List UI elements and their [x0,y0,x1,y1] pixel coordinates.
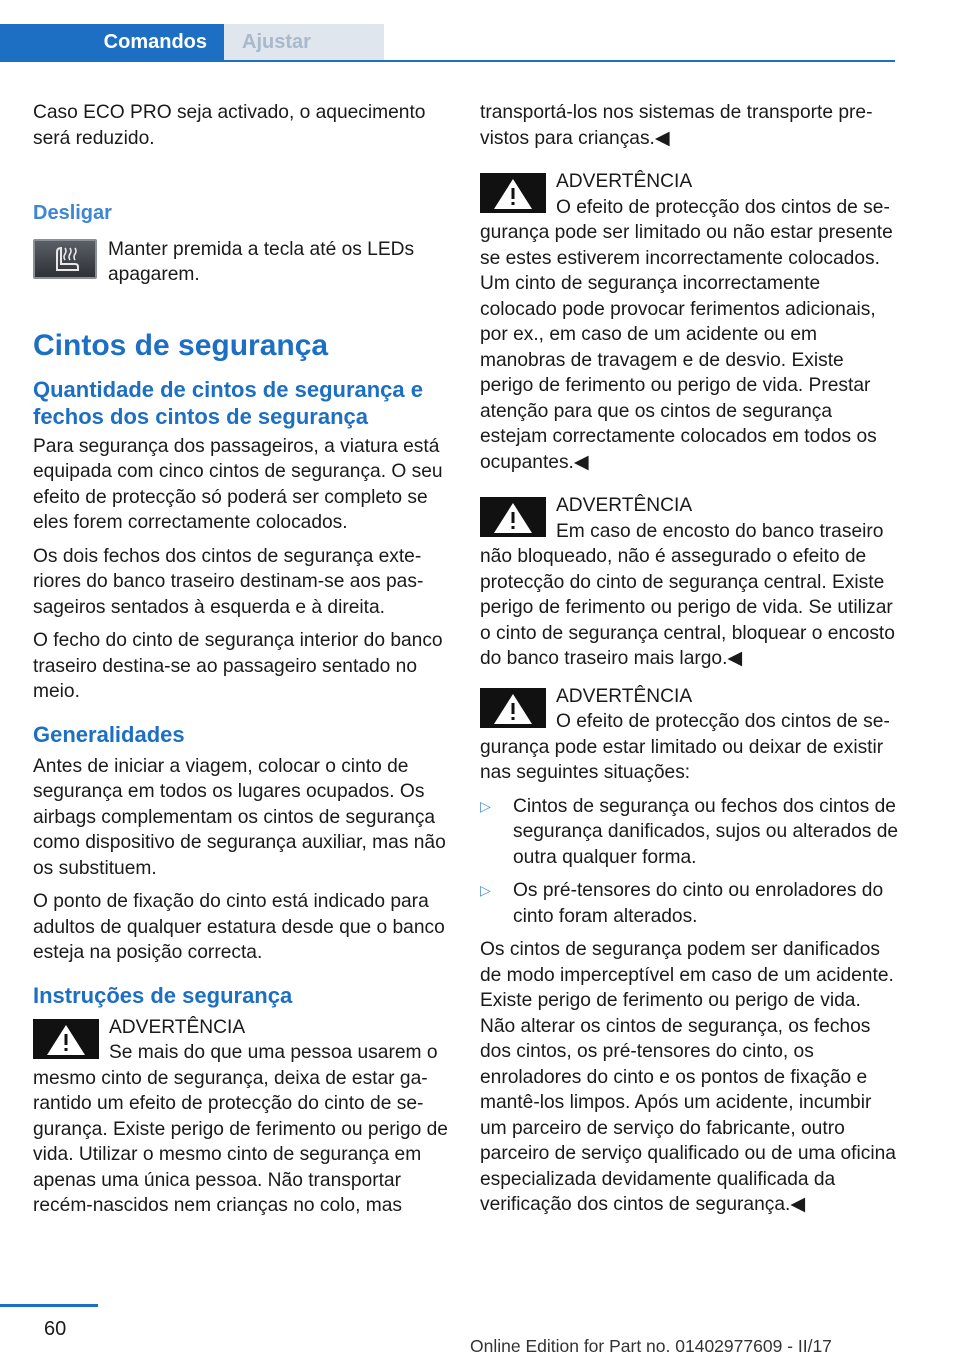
warning-label: ADVERTÊNCIA [109,1016,246,1038]
footer-divider [0,1304,98,1307]
warning-text: Em caso de encosto do banco traseiro não bloqueado, não é assegurado o efeito de protecção do cinto de segurança central. Existe perigo de ferimento ou perigo de vida. Se utilizar o cinto de segurança central, bloquear o encosto do banco traseiro mais largo.◀ [480,520,895,669]
warning-triangle-icon [480,173,546,213]
list-item-text: Os pré-tensores do cinto ou enroladores do cinto foram alterados. [513,880,884,927]
triangle-bullet-icon: ▷ [480,797,491,814]
subsection-instrucoes-title: Instruções de segurança [33,982,293,1008]
warning-label: ADVERTÊNCIA [556,171,693,192]
right-column [480,100,900,1218]
desligar-text: Manter premida a tecla até os LEDs apagarem. [108,238,415,285]
warning-text: O efeito de protecção dos cintos de segurança pode estar limitado ou deixar de existir nas seguintes situações: [480,711,890,783]
page-number: 60 [44,1318,67,1340]
generalidades-paragraph-2: O ponto de fixação do cinto está indicado para adultos de qualquer estatura desde que o banco esteja na posição correcta. [33,891,445,963]
tab-ajustar[interactable]: Ajustar [224,24,384,60]
warning-text: O efeito de protecção dos cintos de segurança pode ser limitado ou não estar presente se estes estiverem incorrectamente colocados. Um cinto de segurança incorrectamente colocado pode provocar ferimentos adicionais, por ex., em caso de um acidente ou em manobras de travagem e de desvio. Existe perigo de ferimento ou perigo de vida. Prestar atenção para que os cintos de segurança estejam correctamente colocados em todos os ocupantes.◀ [480,196,893,473]
warning-text: Se mais do que uma pessoa usarem o mesmo cinto de segurança, deixa de estar garantido um efeito de protecção do cinto de segurança. Existe perigo de ferimento ou perigo de vida. Utilizar o mesmo cinto de segurança em apenas uma única pessoa. Não transportar recém-nascidos nem crianças no colo, mas [33,1042,448,1216]
seat-heating-button-icon [33,239,97,279]
edition-text: Online Edition for Part no. 01402977609 - II/17 [470,1336,832,1356]
left-column [33,100,453,1227]
warning-block [480,684,900,786]
quantidade-paragraph-1: Para segurança dos passageiros, a viatura está equipada com cinco cintos de segurança. O seu efeito de protecção só poderá ser completo se eles forem correctamente colocados. [33,435,443,533]
quantidade-paragraph-2: Os dois fechos dos cintos de segurança exteriores do banco traseiro destinam-se aos passageiros sentados à esquerda e à direita. [33,545,424,618]
warning-label: ADVERTÊNCIA [556,495,693,516]
warning-triangle-icon [480,497,546,537]
warning-block [33,1015,453,1219]
list-item [480,794,900,871]
section-title: Cintos de segurança [33,328,329,362]
desligar-heading: Desligar [33,202,112,224]
tab-comandos[interactable]: Comandos [0,24,224,60]
subsection-quantidade-title: Quantidade de cintos de segurança e fechos dos cintos de segurança [33,376,423,429]
header-divider [0,60,895,62]
warning-triangle-icon [480,688,546,728]
eco-pro-paragraph: Caso ECO PRO seja activado, o aquecimento será reduzido. [33,102,426,149]
warning-block [480,169,900,475]
header-tabs [0,24,895,62]
final-paragraph: Os cintos de segurança podem ser danificados de modo imperceptível em caso de um acidente. Existe perigo de ferimento ou perigo de vida. Não alterar os cintos de segurança, os fechos dos cintos, os pré-tensores do cinto, os enroladores do cinto e os pontos de fixação e mantê-los limpos. Após um acidente, incumbir um parceiro de serviço do fabricante, outro parceiro de serviço qualificado ou de uma oficina especializada devidamente qualificada da verificação dos cintos de segurança.◀ [480,939,896,1215]
warning-block [480,493,900,672]
triangle-bullet-icon: ▷ [480,882,491,898]
quantidade-paragraph-3: O fecho do cinto de segurança interior do banco traseiro destina-se ao passageiro sentado no meio. [33,630,443,702]
desligar-row [33,237,453,288]
list-item [480,878,900,929]
list-item-text: Cintos de segurança ou fechos dos cintos de segurança danificados, sujos ou alterados de outra qualquer forma. [513,795,899,868]
generalidades-paragraph-1: Antes de iniciar a viagem, colocar o cinto de segurança em todos os lugares ocupados. Os airbags complementam os cintos de segurança como dispositivo de segurança auxiliar, mas não os substituem. [33,755,446,879]
subsection-generalidades-title: Generalidades [33,721,185,747]
warning-triangle-icon [33,1019,99,1059]
warning-label: ADVERTÊNCIA [556,685,693,707]
continued-paragraph: transportá-los nos sistemas de transporte previstos para crianças.◀ [480,102,873,149]
